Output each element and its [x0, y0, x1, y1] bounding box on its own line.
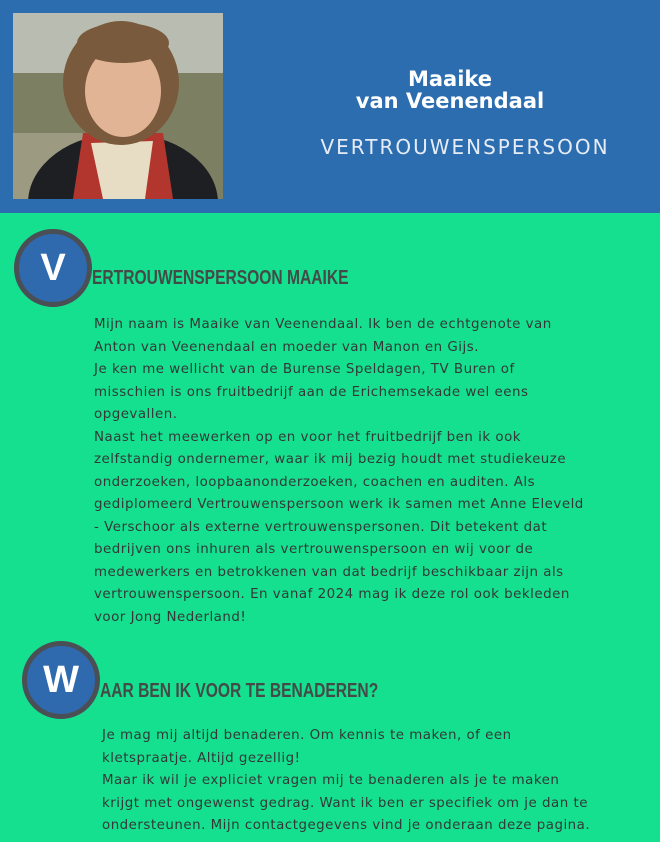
text-line: ondersteunen. Mijn contactgegevens vind je onderaan deze pagina. — [102, 818, 591, 833]
text-line: zelfstandig ondernemer, waar ik mij bezig houdt met studiekeuze — [94, 452, 567, 467]
text-line: Mijn naam is Maaike van Veenendaal. Ik ben de echtgenote van — [94, 317, 552, 332]
text-line: misschien is ons fruitbedrijf aan de Erichemsekade wel eens — [94, 384, 529, 400]
text-line: onderzoeken, loopbaanonderzoeken, coachen en auditen. Als — [94, 474, 536, 490]
text-line: bedrijven ons inhuren als vertrouwenspersoon en wij voor de — [94, 542, 534, 557]
text-line: Je mag mij altijd benaderen. Om kennis te maken, of een — [102, 728, 512, 743]
text-line: voor Jong Nederland! — [94, 609, 247, 625]
text-line: opgevallen. — [94, 407, 178, 422]
section-body-contact — [102, 725, 590, 838]
header-banner — [0, 0, 660, 213]
text-line: medewerkers en betrokkenen van dat bedrijf beschikbaar zijn als — [94, 564, 564, 580]
section-badge-v: V — [14, 229, 92, 307]
section-title-benaderen: AAR BEN IK VOOR TE BENADEREN? — [100, 680, 379, 702]
text-line: Je ken me wellicht van de Burense Speldagen, TV Buren of — [94, 362, 515, 377]
person-name-line2: van Veenendaal — [355, 89, 545, 113]
text-line: Maar ik wil je expliciet vragen mij te benaderen als je te maken — [102, 773, 560, 788]
person-name — [330, 68, 570, 112]
text-line: vertrouwenspersoon. En vanaf 2024 mag ik deze rol ook bekleden — [94, 587, 570, 602]
text-line: Naast het meewerken op en voor het fruitbedrijf ben ik ook — [94, 429, 522, 445]
profile-photo — [13, 13, 223, 199]
role-title: VERTROUWENSPERSOON — [320, 135, 610, 159]
section-body-intro — [94, 314, 584, 629]
section-title-vertrouwenspersoon: ERTROUWENSPERSOON MAAIKE — [92, 267, 349, 289]
text-line: gediplomeerd Vertrouwenspersoon werk ik samen met Anne Eleveld — [94, 497, 584, 512]
text-line: krijgt met ongewenst gedrag. Want ik ben er specifiek om je dan te — [102, 795, 588, 811]
text-line: - Verschoor als externe vertrouwenspersonen. Dit betekent dat — [94, 519, 548, 535]
person-name-line1: Maaike — [407, 67, 493, 91]
text-line: kletspraatje. Altijd gezellig! — [102, 750, 301, 766]
text-line: Anton van Veenendaal en moeder van Manon en Gijs. — [94, 339, 479, 355]
section-badge-w: W — [22, 641, 100, 719]
